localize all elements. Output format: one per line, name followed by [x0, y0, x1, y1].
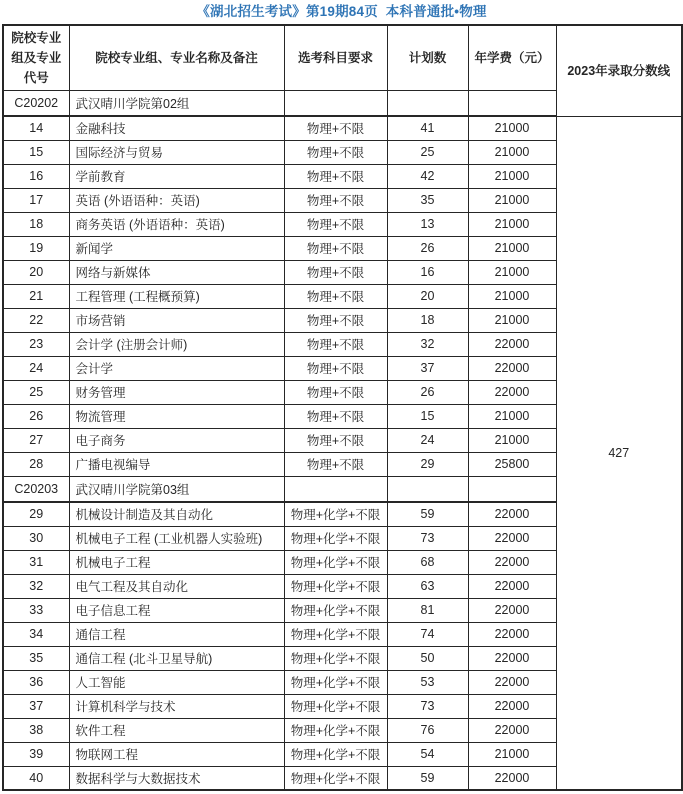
- major-row: [3, 116, 682, 140]
- subjects-cell: 物理+化学+不限: [284, 622, 387, 646]
- code-cell: 33: [3, 598, 69, 622]
- fee-cell: 21000: [468, 428, 556, 452]
- plan-cell: 13: [387, 212, 468, 236]
- code-cell: C20202: [3, 90, 69, 116]
- fee-cell: 21000: [468, 212, 556, 236]
- plan-cell: [387, 90, 468, 116]
- code-cell: 31: [3, 550, 69, 574]
- name-cell: 商务英语 (外语语种：英语): [69, 212, 284, 236]
- name-cell: 网络与新媒体: [69, 260, 284, 284]
- code-cell: 15: [3, 140, 69, 164]
- code-cell: 37: [3, 694, 69, 718]
- name-cell: 广播电视编导: [69, 452, 284, 476]
- subjects-cell: 物理+化学+不限: [284, 574, 387, 598]
- plan-cell: 16: [387, 260, 468, 284]
- fee-cell: 22000: [468, 380, 556, 404]
- code-cell: 16: [3, 164, 69, 188]
- header-plan: 计划数: [387, 25, 468, 90]
- fee-cell: 21000: [468, 236, 556, 260]
- name-cell: 会计学: [69, 356, 284, 380]
- fee-cell: 22000: [468, 718, 556, 742]
- fee-cell: 22000: [468, 332, 556, 356]
- name-cell: 英语 (外语语种：英语): [69, 188, 284, 212]
- subjects-cell: 物理+化学+不限: [284, 598, 387, 622]
- name-cell: 人工智能: [69, 670, 284, 694]
- fee-cell: 21000: [468, 164, 556, 188]
- subjects-cell: 物理+不限: [284, 140, 387, 164]
- plan-cell: 41: [387, 116, 468, 140]
- plan-cell: 32: [387, 332, 468, 356]
- code-cell: C20203: [3, 476, 69, 502]
- plan-cell: 24: [387, 428, 468, 452]
- admissions-table-body: [3, 25, 682, 790]
- header-subjects: 选考科目要求: [284, 25, 387, 90]
- code-cell: 36: [3, 670, 69, 694]
- plan-cell: 59: [387, 766, 468, 790]
- plan-cell: 29: [387, 452, 468, 476]
- code-cell: 34: [3, 622, 69, 646]
- name-cell: 数据科学与大数据技术: [69, 766, 284, 790]
- name-cell: 机械电子工程 (工业机器人实验班): [69, 526, 284, 550]
- plan-cell: 42: [387, 164, 468, 188]
- code-cell: 18: [3, 212, 69, 236]
- code-cell: 22: [3, 308, 69, 332]
- fee-cell: 22000: [468, 766, 556, 790]
- header-code-line: 院校专业: [11, 30, 62, 45]
- name-cell: 通信工程 (北斗卫星导航): [69, 646, 284, 670]
- header-row: [3, 25, 682, 90]
- fee-cell: [468, 476, 556, 502]
- code-cell: 14: [3, 116, 69, 140]
- header-name: 院校专业组、专业名称及备注: [69, 25, 284, 90]
- fee-cell: 22000: [468, 694, 556, 718]
- fee-cell: 22000: [468, 550, 556, 574]
- plan-cell: 73: [387, 526, 468, 550]
- fee-cell: 21000: [468, 284, 556, 308]
- fee-cell: 21000: [468, 404, 556, 428]
- header-score-2023: 2023年录取分数线: [556, 25, 682, 116]
- fee-cell: 22000: [468, 646, 556, 670]
- plan-cell: 20: [387, 284, 468, 308]
- subjects-cell: [284, 476, 387, 502]
- name-cell: 通信工程: [69, 622, 284, 646]
- fee-cell: 21000: [468, 140, 556, 164]
- plan-cell: 68: [387, 550, 468, 574]
- fee-cell: [468, 90, 556, 116]
- name-cell: 机械设计制造及其自动化: [69, 502, 284, 526]
- fee-cell: 22000: [468, 598, 556, 622]
- name-cell: 财务管理: [69, 380, 284, 404]
- subjects-cell: 物理+不限: [284, 284, 387, 308]
- score-2023-cell: 427: [556, 116, 682, 790]
- name-cell: 电子商务: [69, 428, 284, 452]
- name-cell: 武汉晴川学院第02组: [69, 90, 284, 116]
- plan-cell: 54: [387, 742, 468, 766]
- subjects-cell: 物理+不限: [284, 236, 387, 260]
- fee-cell: 25800: [468, 452, 556, 476]
- subjects-cell: 物理+不限: [284, 164, 387, 188]
- plan-cell: 63: [387, 574, 468, 598]
- subjects-cell: 物理+不限: [284, 404, 387, 428]
- header-fee: 年学费（元）: [468, 25, 556, 90]
- subjects-cell: 物理+不限: [284, 428, 387, 452]
- plan-cell: 18: [387, 308, 468, 332]
- name-cell: 物流管理: [69, 404, 284, 428]
- code-cell: 27: [3, 428, 69, 452]
- code-cell: 32: [3, 574, 69, 598]
- name-cell: 国际经济与贸易: [69, 140, 284, 164]
- name-cell: 软件工程: [69, 718, 284, 742]
- plan-cell: 37: [387, 356, 468, 380]
- code-cell: 28: [3, 452, 69, 476]
- subjects-cell: 物理+化学+不限: [284, 502, 387, 526]
- fee-cell: 21000: [468, 116, 556, 140]
- code-cell: 29: [3, 502, 69, 526]
- fee-cell: 22000: [468, 356, 556, 380]
- plan-cell: 74: [387, 622, 468, 646]
- code-cell: 40: [3, 766, 69, 790]
- header-code-line: 组及专业: [11, 50, 62, 65]
- name-cell: 工程管理 (工程概预算): [69, 284, 284, 308]
- code-cell: 19: [3, 236, 69, 260]
- fee-cell: 22000: [468, 670, 556, 694]
- code-cell: 17: [3, 188, 69, 212]
- plan-cell: 73: [387, 694, 468, 718]
- plan-cell: 50: [387, 646, 468, 670]
- subjects-cell: 物理+化学+不限: [284, 526, 387, 550]
- fee-cell: 21000: [468, 260, 556, 284]
- fee-cell: 22000: [468, 622, 556, 646]
- subjects-cell: 物理+不限: [284, 308, 387, 332]
- subjects-cell: 物理+不限: [284, 188, 387, 212]
- fee-cell: 21000: [468, 308, 556, 332]
- subjects-cell: 物理+化学+不限: [284, 718, 387, 742]
- code-cell: 24: [3, 356, 69, 380]
- subjects-cell: 物理+不限: [284, 332, 387, 356]
- page-title: 《湖北招生考试》第19期84页 本科普通批•物理: [196, 4, 487, 19]
- header-code: [3, 25, 69, 90]
- code-cell: 39: [3, 742, 69, 766]
- name-cell: 武汉晴川学院第03组: [69, 476, 284, 502]
- code-cell: 21: [3, 284, 69, 308]
- name-cell: 电气工程及其自动化: [69, 574, 284, 598]
- name-cell: 物联网工程: [69, 742, 284, 766]
- plan-cell: 35: [387, 188, 468, 212]
- admissions-table: [2, 24, 683, 791]
- name-cell: 计算机科学与技术: [69, 694, 284, 718]
- plan-cell: 15: [387, 404, 468, 428]
- subjects-cell: 物理+不限: [284, 452, 387, 476]
- name-cell: 机械电子工程: [69, 550, 284, 574]
- fee-cell: 22000: [468, 502, 556, 526]
- subjects-cell: 物理+不限: [284, 116, 387, 140]
- subjects-cell: 物理+化学+不限: [284, 670, 387, 694]
- code-cell: 20: [3, 260, 69, 284]
- name-cell: 电子信息工程: [69, 598, 284, 622]
- code-cell: 30: [3, 526, 69, 550]
- subjects-cell: 物理+不限: [284, 212, 387, 236]
- plan-cell: 81: [387, 598, 468, 622]
- name-cell: 学前教育: [69, 164, 284, 188]
- name-cell: 新闻学: [69, 236, 284, 260]
- fee-cell: 21000: [468, 742, 556, 766]
- subjects-cell: [284, 90, 387, 116]
- code-cell: 23: [3, 332, 69, 356]
- code-cell: 38: [3, 718, 69, 742]
- subjects-cell: 物理+不限: [284, 260, 387, 284]
- fee-cell: 22000: [468, 526, 556, 550]
- subjects-cell: 物理+化学+不限: [284, 646, 387, 670]
- fee-cell: 22000: [468, 574, 556, 598]
- name-cell: 市场营销: [69, 308, 284, 332]
- plan-cell: 26: [387, 236, 468, 260]
- code-cell: 25: [3, 380, 69, 404]
- code-cell: 35: [3, 646, 69, 670]
- plan-cell: 76: [387, 718, 468, 742]
- header-code-line: 代号: [23, 70, 49, 85]
- plan-cell: 25: [387, 140, 468, 164]
- plan-cell: [387, 476, 468, 502]
- name-cell: 金融科技: [69, 116, 284, 140]
- subjects-cell: 物理+化学+不限: [284, 742, 387, 766]
- plan-cell: 53: [387, 670, 468, 694]
- plan-cell: 59: [387, 502, 468, 526]
- subjects-cell: 物理+化学+不限: [284, 550, 387, 574]
- subjects-cell: 物理+化学+不限: [284, 766, 387, 790]
- code-cell: 26: [3, 404, 69, 428]
- subjects-cell: 物理+化学+不限: [284, 694, 387, 718]
- fee-cell: 21000: [468, 188, 556, 212]
- subjects-cell: 物理+不限: [284, 380, 387, 404]
- plan-cell: 26: [387, 380, 468, 404]
- name-cell: 会计学 (注册会计师): [69, 332, 284, 356]
- subjects-cell: 物理+不限: [284, 356, 387, 380]
